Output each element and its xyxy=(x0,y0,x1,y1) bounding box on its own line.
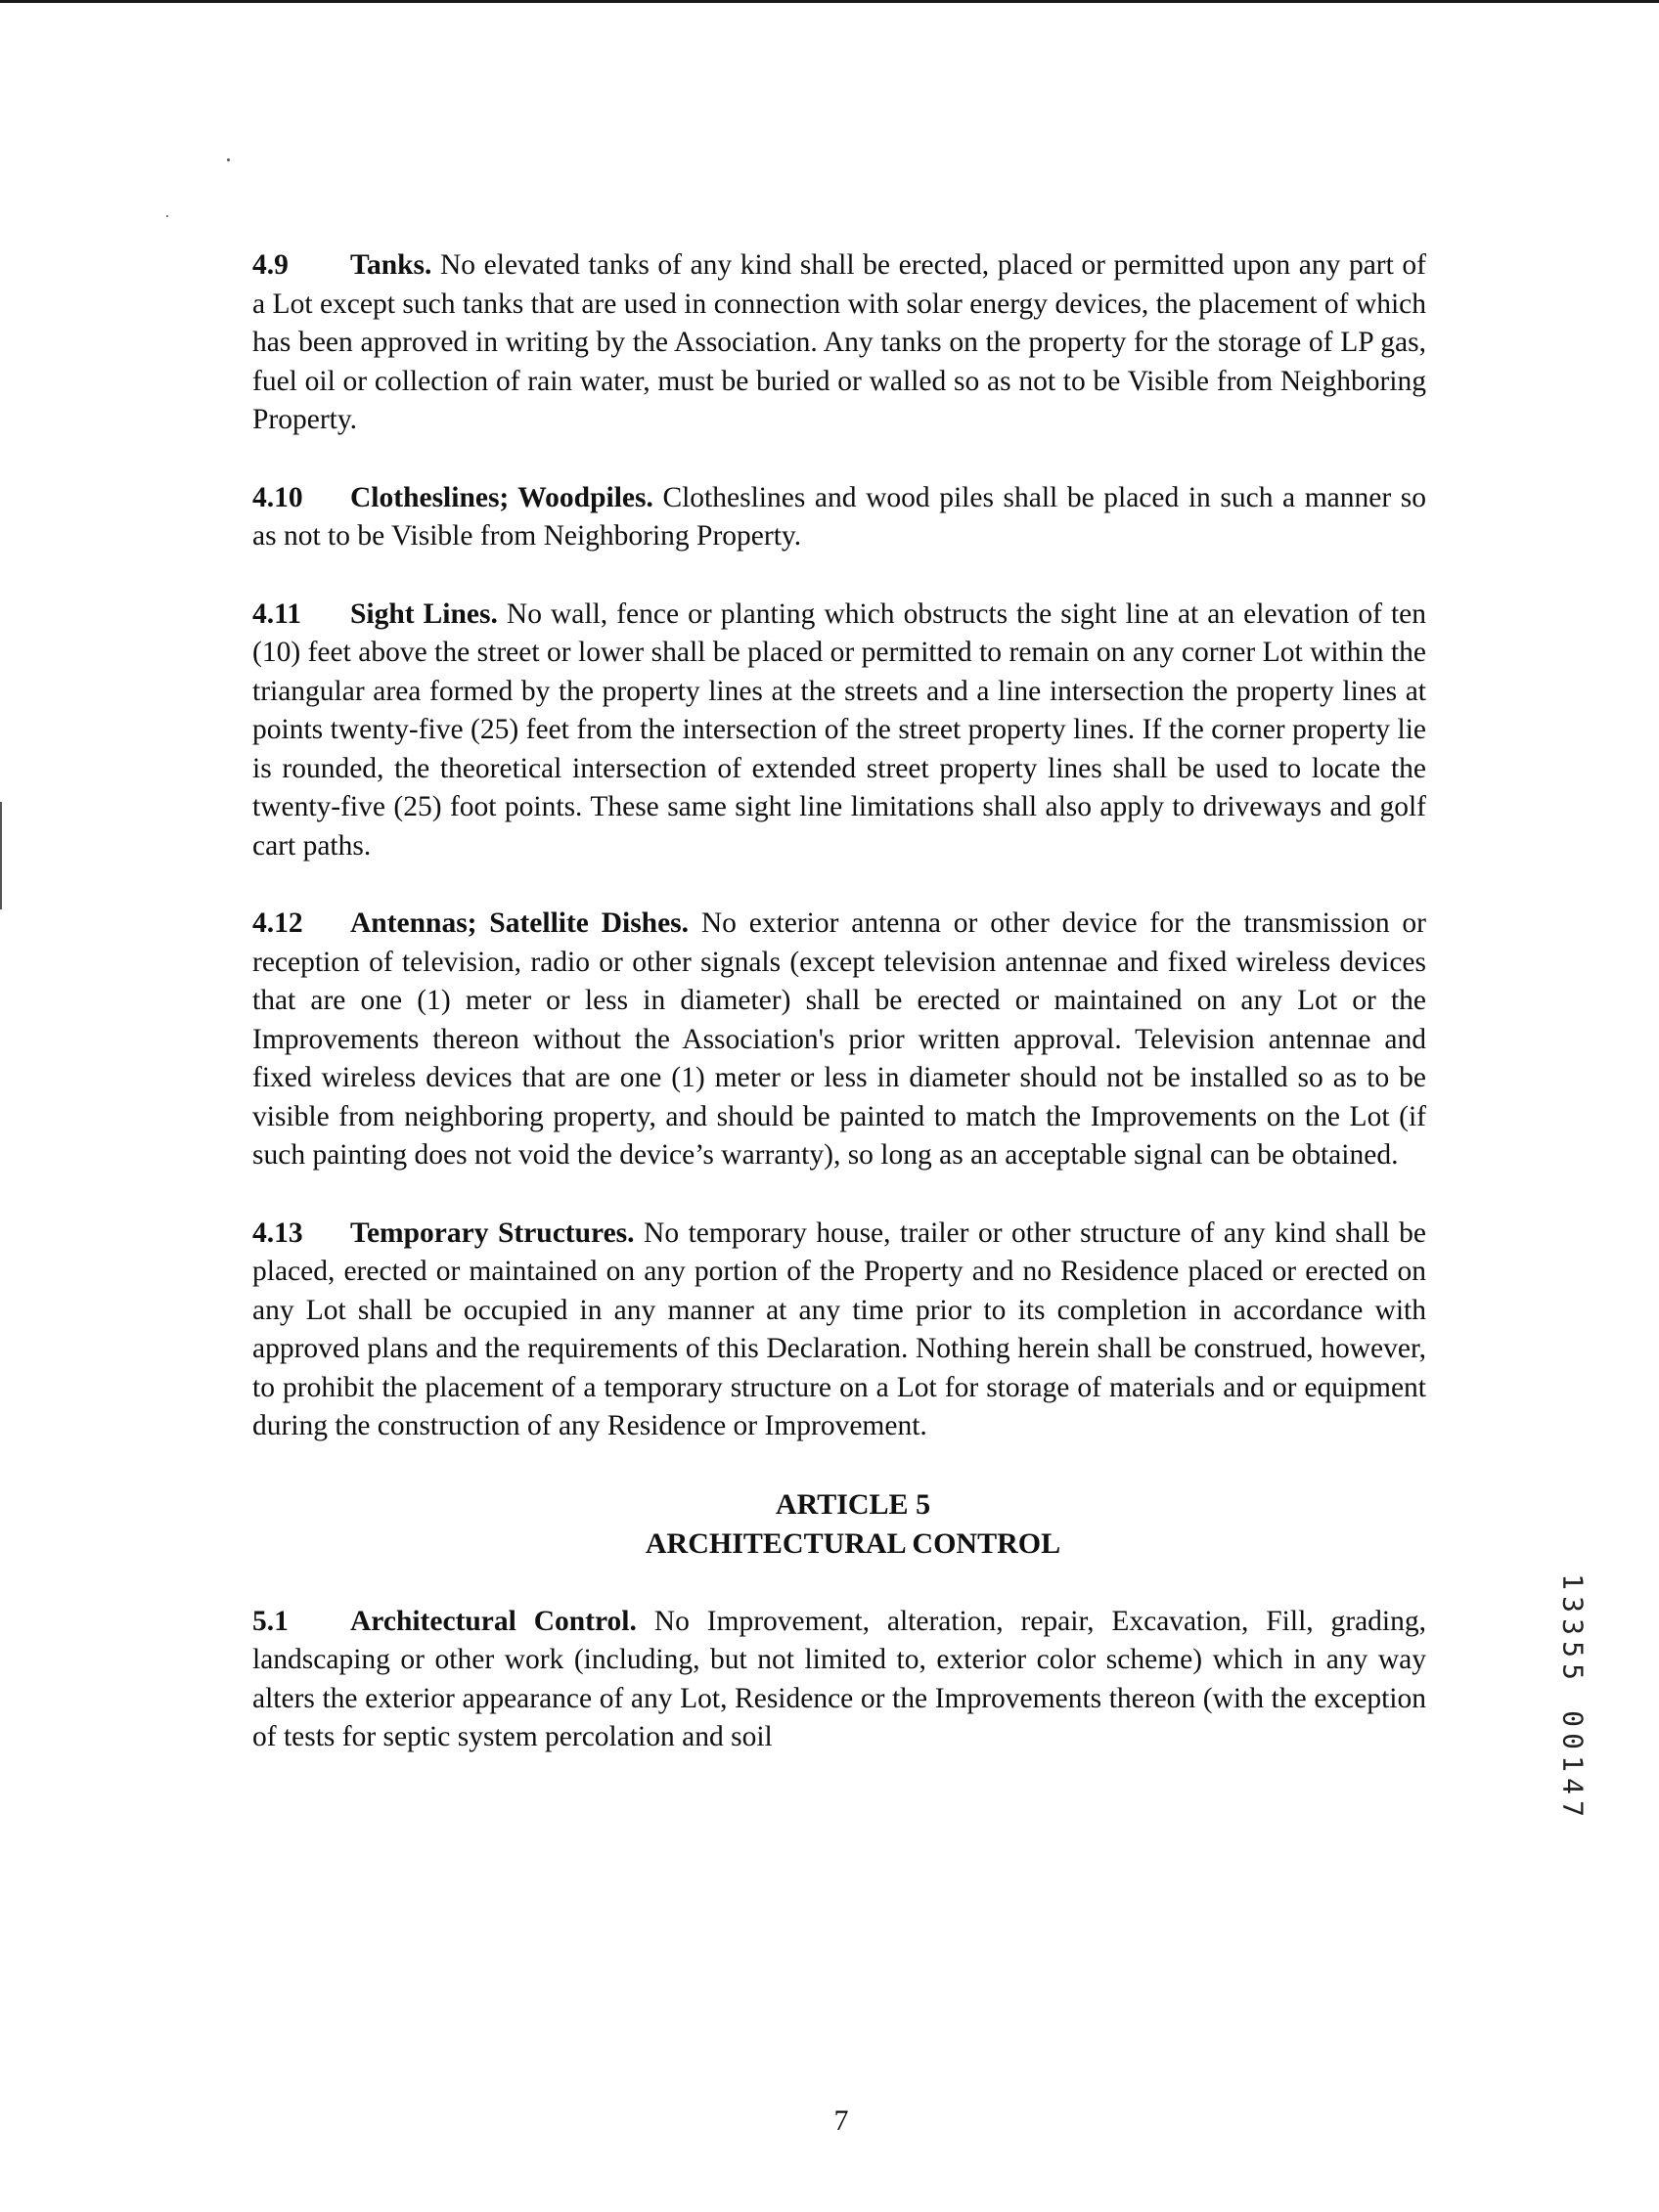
section-body: No wall, fence or planting which obstructs the sight line at an elevation of ten (10) feet above the street or lower shall be placed or permitted to remain on any corner Lot within the triangular area formed by the property lines at the streets and a line intersection the property lines at points twenty-five (25) feet from the intersection of the street property lines. If the corner property lie is rounded, the theoretical intersection of extended street property lines shall be used to locate the twenty-five (25) foot points. These same sight line limitations shall also apply to driveways and golf cart paths. xyxy=(252,597,1426,862)
section-body: No temporary house, trailer or other structure of any kind shall be placed, erected or maintained on any portion of the Property and no Residence placed or erected on any Lot shall be occupied in any manner at any time prior to its completion in accordance with approved plans and the requirements of this Declaration. Nothing herein shall be construed, however, to prohibit the placement of a temporary structure on a Lot for storage of materials and or equipment during the construction of any Residence or Improvement. xyxy=(252,1217,1427,1441)
section-number: 5.1 xyxy=(252,1605,289,1637)
section-title: Sight Lines. xyxy=(350,597,498,630)
section-title: Architectural Control. xyxy=(350,1605,637,1637)
section-body: No exterior antenna or other device for the transmission or reception of television, radio or other signals (except television antennae and fixed wireless devices that are one (1) meter or less in diameter) shall be erected or maintained on any Lot or the Improvements thereon without the Association's prior written approval. Television antennae and fixed wireless devices that are one (1) meter or less in diameter should not be installed so as to be visible from neighboring property, and should be painted to match the Improvements on the Lot (if such painting does not void the device’s warranty), so long as an acceptable signal can be obtained. xyxy=(252,907,1426,1171)
section-4-13 xyxy=(252,1215,1426,1446)
article-title: ARCHITECTURAL CONTROL xyxy=(645,1526,1061,1560)
section-number: 4.12 xyxy=(252,907,303,939)
recording-stamp xyxy=(1555,1571,1591,1820)
section-title: Antennas; Satellite Dishes. xyxy=(350,907,690,939)
section-4-11 xyxy=(252,596,1426,866)
section-4-10 xyxy=(252,479,1426,556)
stamp-digit: 7 xyxy=(1556,1800,1590,1817)
document-body xyxy=(252,246,1426,1796)
stamp-digit: 5 xyxy=(1556,1663,1590,1680)
stamp-digit: 3 xyxy=(1556,1596,1590,1613)
section-body: Clotheslines and wood piles shall be placed in such a manner so as not to be Visible from Neighboring Property. xyxy=(252,481,1426,552)
stamp-digit: 4 xyxy=(1556,1778,1590,1794)
stamp-digit: 5 xyxy=(1556,1641,1590,1658)
section-body: No Improvement, alteration, repair, Excavation, Fill, grading, landscaping or other work (including, but not limited to, exterior color scheme) which in any way alters the exterior appearance of any Lot, Residence or the Improvements thereon (with the exception of tests for septic system percolation and soil xyxy=(252,1605,1427,1752)
section-title: Clotheslines; Woodpiles. xyxy=(350,481,653,513)
section-4-12 xyxy=(252,905,1426,1175)
scan-edge-mark xyxy=(0,802,2,909)
section-title: Temporary Structures. xyxy=(350,1217,635,1249)
stamp-digit: 1 xyxy=(1556,1755,1590,1772)
section-5-1 xyxy=(252,1603,1426,1757)
section-number: 4.9 xyxy=(252,249,289,281)
stamp-digit: 3 xyxy=(1556,1618,1590,1635)
article-number: ARTICLE 5 xyxy=(775,1487,931,1521)
article-heading xyxy=(252,1485,1426,1564)
page-number: 7 xyxy=(833,2104,849,2137)
section-number: 4.10 xyxy=(252,481,303,513)
section-number: 4.11 xyxy=(252,597,301,630)
stamp-digit: 1 xyxy=(1556,1573,1590,1590)
section-4-9 xyxy=(252,246,1426,440)
section-title: Tanks. xyxy=(350,249,432,281)
top-border-rule xyxy=(0,0,1659,3)
scan-speck xyxy=(166,215,168,217)
section-body: No elevated tanks of any kind shall be erected, placed or permitted upon any part of a Lot except such tanks that are used in connection with solar energy devices, the placement of which has been approved in writing by the Association. Any tanks on the property for the storage of LP gas, fuel oil or collection of rain water, must be buried or walled so as not to be Visible from Neighboring Property. xyxy=(252,249,1426,435)
stamp-digit: 0 xyxy=(1556,1733,1590,1749)
scan-speck xyxy=(227,158,230,161)
section-number: 4.13 xyxy=(252,1217,303,1249)
stamp-digit: 0 xyxy=(1556,1710,1590,1727)
